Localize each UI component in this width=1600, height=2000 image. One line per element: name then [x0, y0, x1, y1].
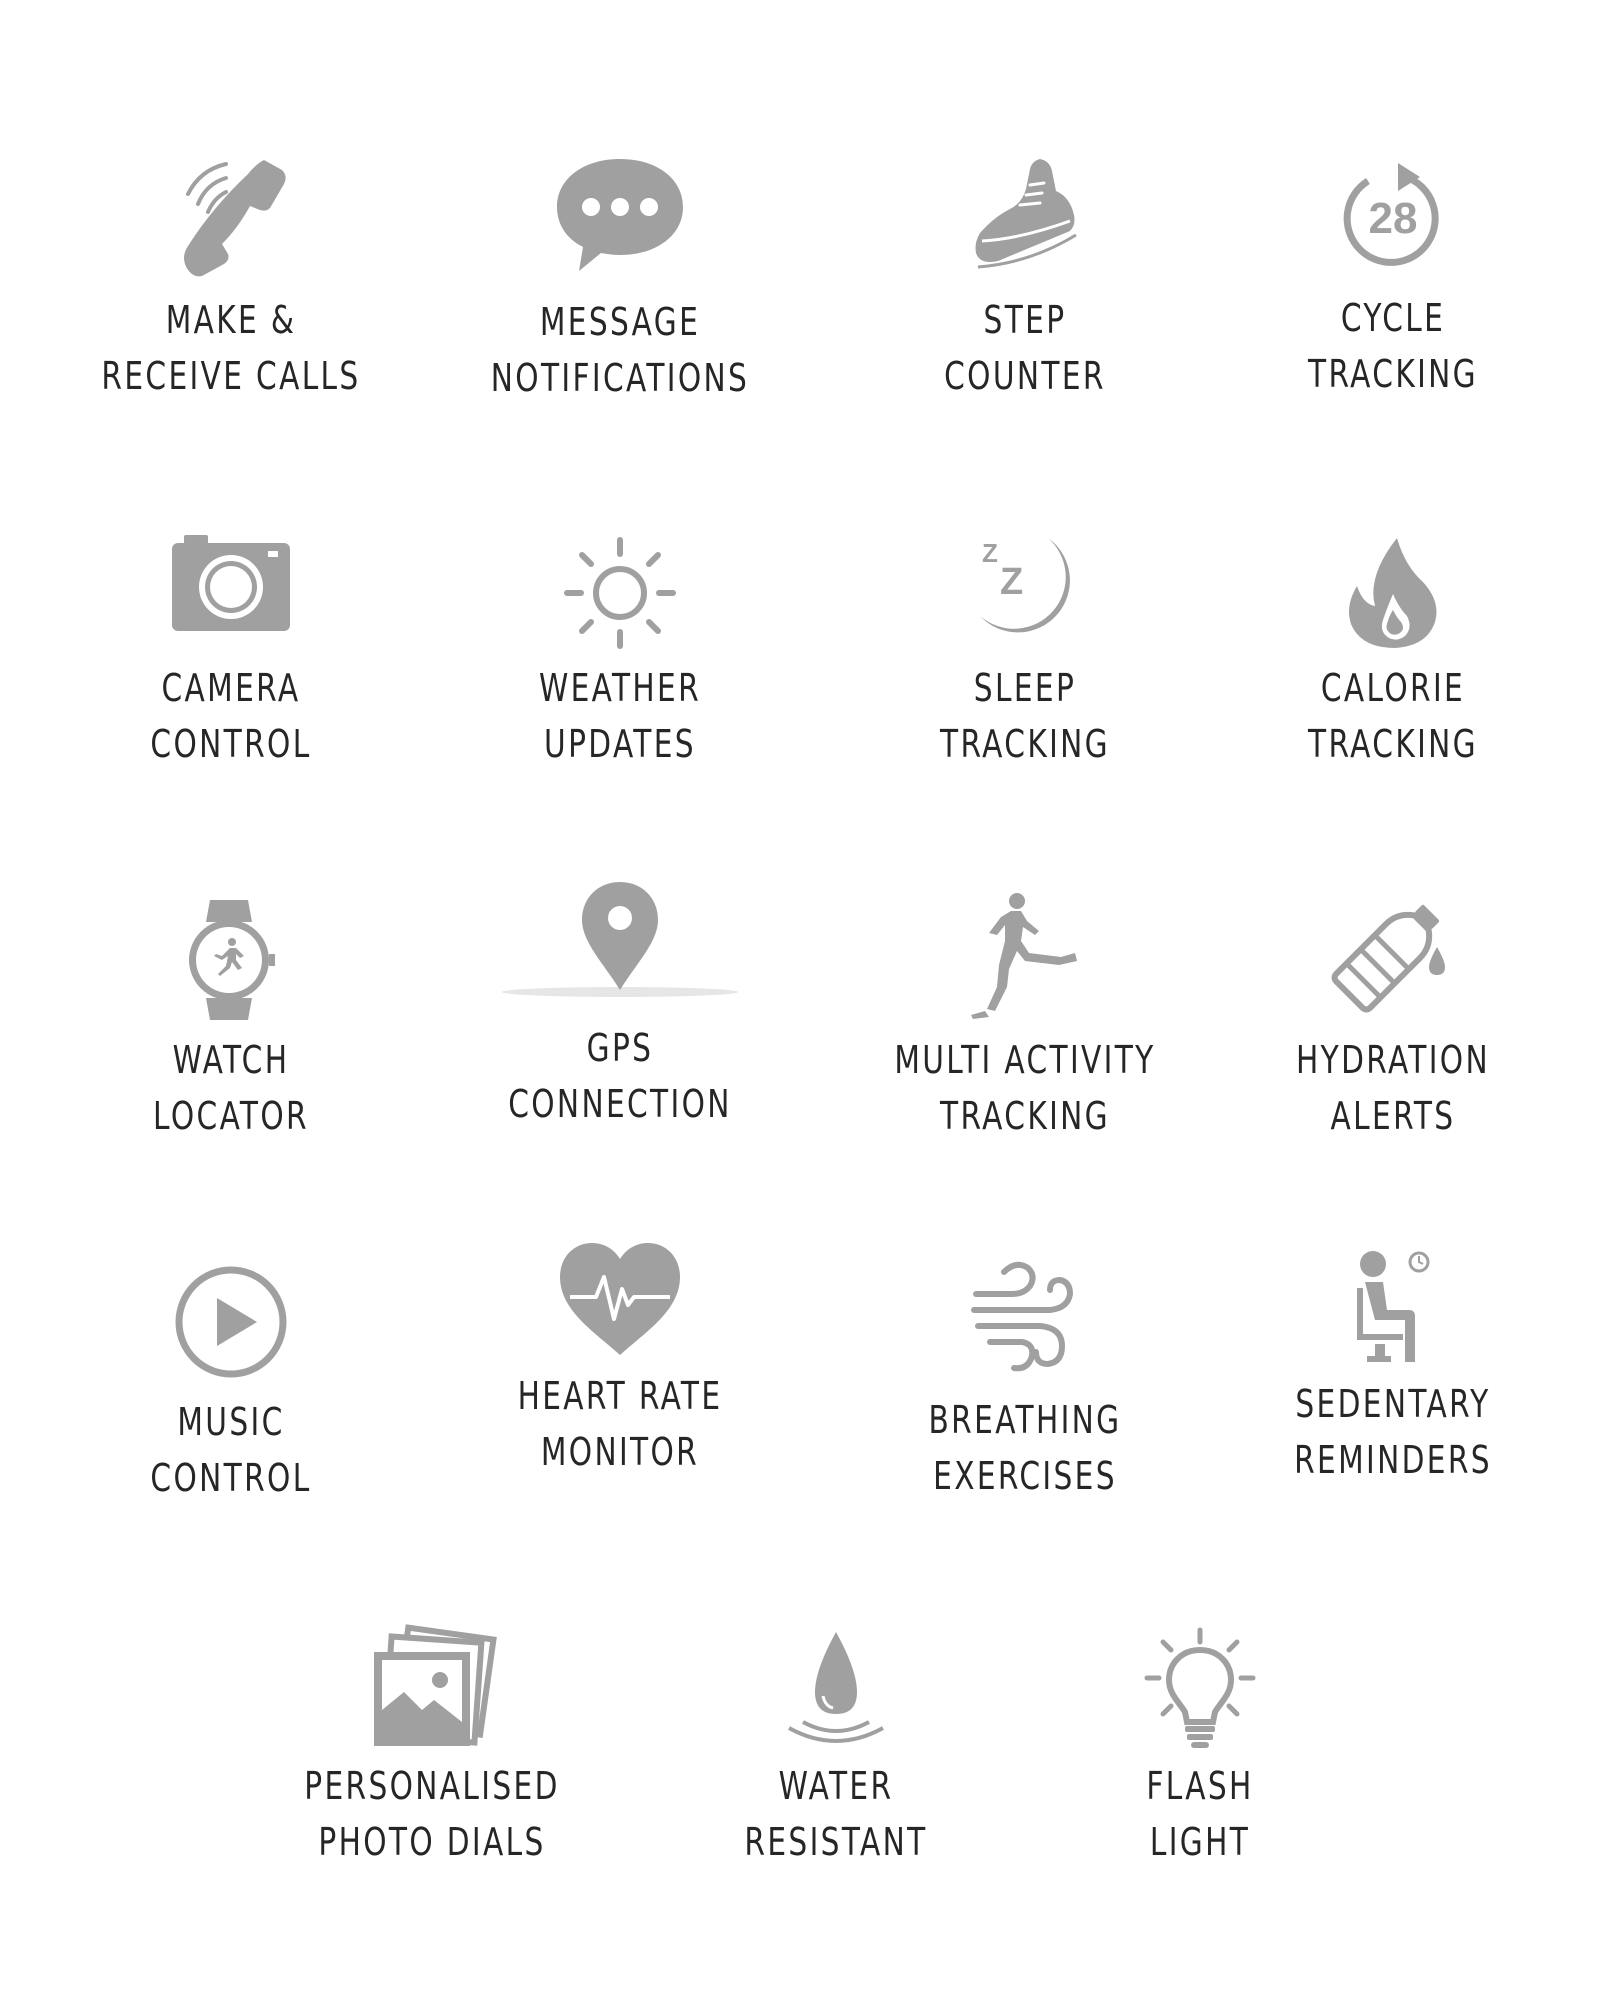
moon-icon [845, 532, 1205, 650]
cycle-calendar-icon [1213, 152, 1573, 278]
light-bulb-icon [1020, 1626, 1380, 1750]
feature-label-line: CONTROL [150, 1456, 312, 1500]
feature-label-line: LIGHT [1149, 1820, 1251, 1864]
feature-label-line: TRACKING [940, 722, 1110, 766]
feature-sedentary [1213, 1240, 1573, 1540]
feature-label-line: RECEIVE CALLS [101, 354, 361, 398]
feature-steps [845, 130, 1205, 430]
feature-calorie [1213, 518, 1573, 818]
feature-label-line: CAMERA [161, 666, 301, 710]
feature-label-line: NOTIFICATIONS [490, 356, 750, 400]
water-drop-icon [656, 1628, 1016, 1752]
feature-label-line: TRACKING [940, 1094, 1110, 1138]
feature-calls [51, 130, 411, 430]
feature-label-line: COUNTER [944, 354, 1106, 398]
feature-camera [51, 518, 411, 818]
feature-watch [51, 890, 411, 1190]
feature-label-line: REMINDERS [1294, 1438, 1492, 1482]
feature-breathing [845, 1256, 1205, 1556]
feature-label-line: TRACKING [1308, 352, 1478, 396]
play-icon [51, 1262, 411, 1382]
photo-stack-icon [252, 1628, 612, 1752]
feature-photo [252, 1620, 612, 1920]
feature-weather [440, 518, 800, 818]
feature-label-line: HYDRATION [1295, 1038, 1491, 1082]
sleep-z-large: Z [1000, 561, 1024, 603]
feature-label-line: HEART RATE [517, 1374, 723, 1418]
seated-person-icon [1213, 1246, 1573, 1370]
feature-label-line: EXERCISES [933, 1454, 1117, 1498]
feature-sleep [845, 518, 1205, 818]
feature-heart [440, 1240, 800, 1540]
feature-label-line: STEP [983, 298, 1067, 342]
feature-label-line: MAKE & [165, 298, 297, 342]
map-pin-icon [440, 880, 800, 1010]
feature-label-line: WEATHER [538, 666, 702, 710]
sun-icon [440, 536, 800, 650]
phone-icon [51, 150, 411, 280]
feature-label-line: MUSIC [177, 1400, 285, 1444]
feature-label-line: FLASH [1146, 1764, 1254, 1808]
heart-rate-icon [440, 1240, 800, 1358]
feature-label-line: SEDENTARY [1295, 1382, 1491, 1426]
feature-water [656, 1620, 1016, 1920]
feature-label-line: WATER [778, 1764, 894, 1808]
flame-icon [1213, 534, 1573, 652]
feature-gps [440, 880, 800, 1180]
sneaker-icon [845, 152, 1205, 278]
feature-label-line: CONNECTION [508, 1082, 732, 1126]
feature-label-line: BREATHING [928, 1398, 1122, 1442]
wind-icon [845, 1256, 1205, 1376]
feature-messages [440, 130, 800, 430]
cycle-day-number: 28 [1368, 194, 1418, 243]
sleep-z-small: Z [982, 538, 998, 568]
feature-label-line: UPDATES [544, 722, 696, 766]
water-bottle-icon [1213, 890, 1573, 1020]
feature-label-line: MONITOR [540, 1430, 700, 1474]
feature-cycle [1213, 130, 1573, 430]
feature-label-line: CONTROL [150, 722, 312, 766]
runner-icon [845, 890, 1205, 1020]
feature-flash [1020, 1620, 1380, 1920]
feature-label-line: RESISTANT [744, 1820, 928, 1864]
feature-label-line: PHOTO DIALS [318, 1820, 546, 1864]
feature-hydration [1213, 890, 1573, 1190]
feature-label-line: GPS [586, 1026, 654, 1070]
watch-icon [51, 898, 411, 1022]
feature-label-line: WATCH [172, 1038, 290, 1082]
feature-label-line: CALORIE [1320, 666, 1466, 710]
feature-music [51, 1256, 411, 1556]
chat-bubble-icon [440, 152, 800, 278]
feature-label-line: PERSONALISED [304, 1764, 560, 1808]
feature-label-line: SLEEP [973, 666, 1077, 710]
feature-label-line: CYCLE [1340, 296, 1446, 340]
feature-label-line: MULTI ACTIVITY [894, 1038, 1156, 1082]
feature-label-line: LOCATOR [153, 1094, 309, 1138]
camera-icon [51, 528, 411, 638]
feature-activity [845, 890, 1205, 1190]
feature-label-line: ALERTS [1330, 1094, 1456, 1138]
feature-label-line: TRACKING [1308, 722, 1478, 766]
feature-label-line: MESSAGE [539, 300, 701, 344]
